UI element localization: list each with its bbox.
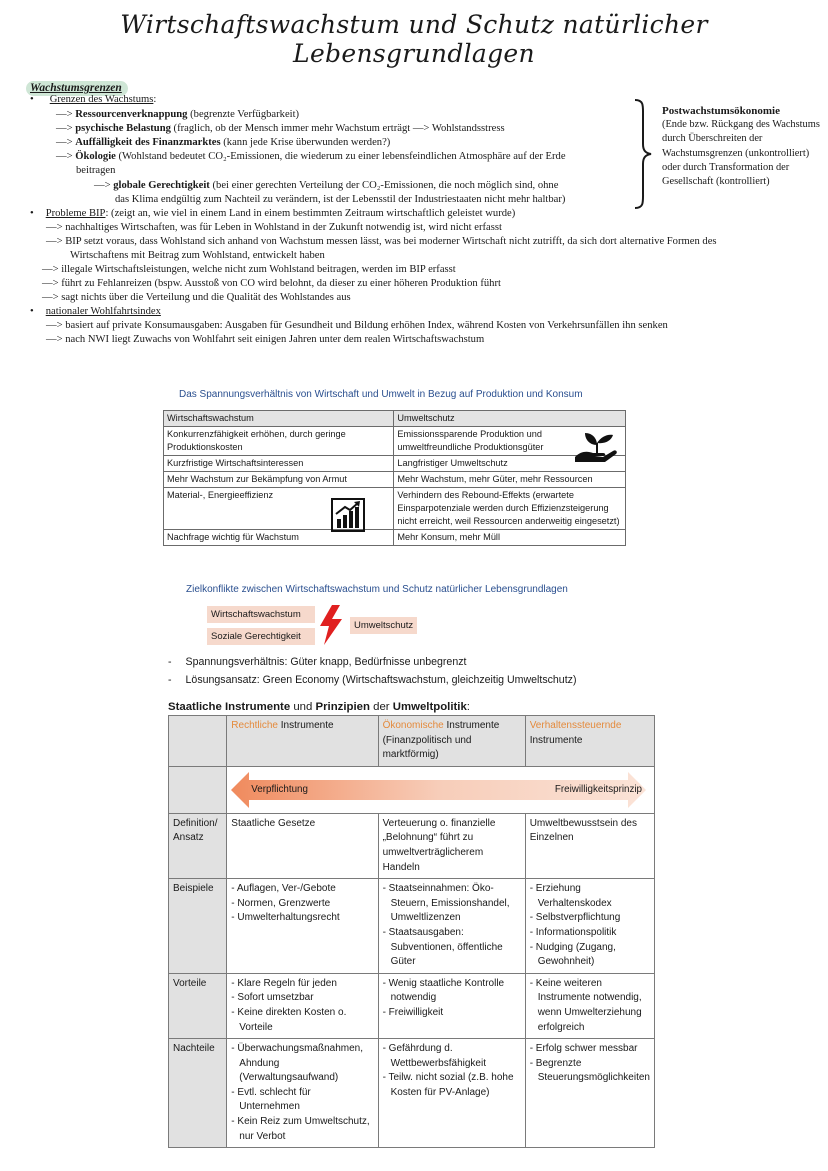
table-cell xyxy=(378,879,525,974)
list-item: - Nudging (Zugang, Gewohnheit) xyxy=(529,941,616,968)
table-row xyxy=(169,879,655,974)
lightning-icon xyxy=(318,604,344,646)
table-cell xyxy=(227,1039,378,1148)
list-item: - Erfolg schwer messbar xyxy=(529,1043,638,1055)
bip-item-3: —> illegale Wirtschaftsleistungen, welche nicht zum Wohlstand beitragen, werden im BIP erfasst xyxy=(42,264,456,275)
list-item: - Umwelterhaltungsrecht xyxy=(231,912,340,924)
postwachstum-box xyxy=(662,104,822,189)
table-row xyxy=(164,488,626,530)
grenzen-item-1: —> Ressourcenverknappung (begrenzte Verfügbarkeit) xyxy=(56,109,300,120)
grenzen-heading: • Grenzen des Wachstums: xyxy=(30,94,157,105)
row-label: Nachteile xyxy=(169,1039,227,1148)
table1-caption: Das Spannungsverhältnis von Wirtschaft und Umwelt in Bezug auf Produktion und Konsum xyxy=(179,389,583,400)
table-cell: Kurzfristige Wirtschaftsinteressen xyxy=(164,456,394,472)
table-cell xyxy=(169,766,227,813)
list-item: - Sofort umsetzbar xyxy=(231,992,314,1004)
list-item: - Staatseinnahmen: Öko-Steuern, Emissionshandel, Umweltlizenzen xyxy=(382,883,510,924)
grenzen-item-4: —> Ökologie (Wohlstand bedeutet CO₂-Emissionen, die wiederum zu einer lebensfeindlichen Atmosphäre auf der Erde xyxy=(56,151,566,162)
table-cell: Mehr Konsum, mehr Müll xyxy=(394,530,626,546)
table-cell: Verhindern des Rebound-Effekts (erwartete Einsparpotenziale werden durch Effizienzsteigerung nicht erreicht, weil Ressourcen anderweitig eingesetzt) xyxy=(394,488,626,530)
list-item: - Teilw. nicht sozial (z.B. hohe Kosten für PV-Anlage) xyxy=(382,1072,514,1098)
table-row xyxy=(169,813,655,878)
ziel-caption: Zielkonflikte zwischen Wirtschaftswachstum und Schutz natürlicher Lebensgrundlagen xyxy=(186,584,568,595)
curly-brace-icon xyxy=(632,98,654,210)
postwachstum-text: (Ende bzw. Rückgang des Wachstums durch Überschreiten der Wachstumsgrenzen (unkontrolliert) oder durch Transformation der Gesellschaft (kontrolliert) xyxy=(662,119,820,188)
list-item: - Staatsausgaben: Subventionen, öffentliche Güter xyxy=(382,926,503,968)
table-row xyxy=(169,973,655,1038)
nwi-item-1: —> basiert auf private Konsumausgaben: Ausgaben für Gesundheit und Bildung erhöhen Index, während Kosten von Verkehrsunfällen ihn senken xyxy=(46,320,668,331)
list-item: - Klare Regeln für jeden xyxy=(231,977,337,989)
table-cell xyxy=(227,973,378,1038)
table-header-cell: Rechtliche Instrumente xyxy=(227,716,378,767)
bip-item-2: —> BIP setzt voraus, dass Wohlstand sich anhand von Wachstum messen lässt, was bei moderner Wirtschaft nicht zutrifft, da sich dort alternative Formen des xyxy=(46,236,717,247)
table-cell xyxy=(525,1039,654,1148)
table-cell xyxy=(164,488,394,530)
ziel-bullet-2: - Lösungsansatz: Green Economy (Wirtschaftswachstum, gleichzeitig Umweltschutz) xyxy=(168,674,577,686)
table-cell: Mehr Wachstum zur Bekämpfung von Armut xyxy=(164,472,394,488)
bip-item-1: —> nachhaltiges Wirtschaften, was für Leben in Wohlstand in der Zukunft notwendig ist, wird nicht erfasst xyxy=(46,222,502,233)
arrow-label-right: Freiwilligkeitsprinzip xyxy=(554,783,642,795)
bip-heading: • Probleme BIP: (zeigt an, wie viel in einem Land in einem bestimmten Zeitraum wirtschaftlich geleistet wurde) xyxy=(30,208,516,219)
row-label: Vorteile xyxy=(169,973,227,1038)
arrow-label-left: Verpflichtung xyxy=(251,783,308,795)
gerechtigkeit-item: —> globale Gerechtigkeit (bei einer gerechten Verteilung der CO₂-Emissionen, die noch möglich sind, ohne xyxy=(94,180,559,191)
list-item: - Keine direkten Kosten o. Vorteile xyxy=(231,1006,347,1033)
list-item: - Überwachungsmaßnahmen, Ahndung (Verwaltungsaufwand) xyxy=(231,1043,364,1084)
row-label: Beispiele xyxy=(169,879,227,974)
list-item: - Freiwilligkeit xyxy=(382,1006,444,1018)
list-item: - Auflagen, Ver-/Gebote xyxy=(231,883,336,895)
spannung-table xyxy=(163,410,626,546)
list-item: - Keine weiteren Instrumente notwendig, wenn Umwelterziehung erfolgreich xyxy=(529,977,642,1033)
bip-item-4: —> führt zu Fehlanreizen (bspw. Ausstoß von CO wird belohnt, da dieser zu einer höheren Produktion führt xyxy=(42,278,501,289)
list-item: - Informationspolitik xyxy=(529,926,617,938)
table-row xyxy=(164,472,626,488)
postwachstum-heading: Postwachstumsökonomie xyxy=(662,105,780,117)
table-header-cell: Wirtschaftswachstum xyxy=(164,411,394,427)
grenzen-item-2: —> psychische Belastung (fraglich, ob der Mensch immer mehr Wachstum erträgt —> Wohlstandsstress xyxy=(56,123,505,134)
list-item: - Wenig staatliche Kontrolle notwendig xyxy=(382,977,505,1004)
table-cell: Konkurrenzfähigkeit erhöhen, durch geringe Produktionskosten xyxy=(164,427,394,456)
bip-item-2-cont: Wirtschaftens mit Beitrag zum Wohlstand, entwickelt haben xyxy=(70,250,325,261)
table-cell: Verteuerung o. finanzielle „Belohnung“ führt zu umweltverträglicherem Handeln xyxy=(378,813,525,878)
table1-container xyxy=(163,410,626,546)
table-cell: Staatliche Gesetze xyxy=(227,813,378,878)
table2-title: Staatliche Instrumente und Prinzipien der Umweltpolitik: xyxy=(168,701,470,713)
table-cell xyxy=(378,973,525,1038)
table-cell xyxy=(394,427,626,456)
list-item: - Erziehung Verhaltenskodex xyxy=(529,883,612,909)
ziel-bullet-1: - Spannungsverhältnis: Güter knapp, Bedürfnisse unbegrenzt xyxy=(168,656,467,668)
ziel-box-gerechtigkeit: Soziale Gerechtigkeit xyxy=(207,628,315,645)
bip-label: Probleme BIP xyxy=(45,208,106,219)
table2-container xyxy=(168,715,655,1148)
section-heading-label: Wachstumsgrenzen xyxy=(26,81,128,96)
table-header-row xyxy=(164,411,626,427)
list-item: - Evtl. schlecht für Unternehmen xyxy=(231,1086,311,1113)
table-header-cell xyxy=(169,716,227,767)
instrumente-table xyxy=(168,715,655,1148)
table-row xyxy=(164,427,626,456)
ziel-box-wachstum: Wirtschaftswachstum xyxy=(207,606,315,623)
table-cell-text: Emissionssparende Produktion und umweltfreundliche Produktionsgüter xyxy=(397,429,544,452)
list-item: - Normen, Grenzwerte xyxy=(231,897,331,909)
list-item: - Kein Reiz zum Umweltschutz, nur Verbot xyxy=(231,1116,370,1142)
page-title: Wirtschaftswachstum und Schutz natürlicher Lebensgrundlagen xyxy=(120,10,708,68)
arrow-row xyxy=(169,766,655,813)
nwi-heading: • nationaler Wohlfahrtsindex xyxy=(30,306,161,317)
bar-chart-growth-icon xyxy=(331,498,365,532)
table-header-cell: Ökonomische Instrumente (Finanzpolitisch und marktförmig) xyxy=(378,716,525,767)
bip-item-5: —> sagt nichts über die Verteilung und die Qualität des Wohlstandes aus xyxy=(42,292,351,303)
table-header-cell: Umweltschutz xyxy=(394,411,626,427)
grenzen-item-3: —> Auffälligkeit des Finanzmarktes (kann jede Krise überwunden werden?) xyxy=(56,137,391,148)
table-cell xyxy=(227,879,378,974)
table-row xyxy=(169,1039,655,1148)
table-cell-text: Material-, Energieeffizienz xyxy=(167,490,274,500)
nwi-label: nationaler Wohlfahrtsindex xyxy=(45,306,161,317)
grenzen-item-4-cont: beitragen xyxy=(76,165,116,176)
table-cell: Mehr Wachstum, mehr Güter, mehr Ressourcen xyxy=(394,472,626,488)
table-header-cell: Verhaltenssteuernde Instrumente xyxy=(525,716,654,767)
table-row xyxy=(164,456,626,472)
plant-hand-icon xyxy=(573,431,619,463)
grenzen-label: Grenzen des Wachstums xyxy=(49,94,154,105)
table-header-row xyxy=(169,716,655,767)
table-cell xyxy=(525,879,654,974)
table-row xyxy=(164,530,626,546)
ziel-box-umweltschutz: Umweltschutz xyxy=(350,617,417,634)
list-item: - Begrenzte Steuerungsmöglichkeiten xyxy=(529,1057,650,1084)
list-item: - Gefährdung d. Wettbewerbsfähigkeit xyxy=(382,1043,486,1069)
list-item: - Selbstverpflichtung xyxy=(529,912,621,924)
row-label: Definition/ Ansatz xyxy=(169,813,227,878)
nwi-item-2: —> nach NWI liegt Zuwachs von Wohlfahrt seit einigen Jahren unter dem realen Wirtschaftswachstum xyxy=(46,334,485,345)
table-cell: Langfristiger Umweltschutz xyxy=(394,456,626,472)
gerechtigkeit-cont: das Klima endgültig zum Nachteil zu verändern, ist der Lebensstil der Industriestaaten nicht mehr haltbar) xyxy=(115,194,566,205)
table-cell xyxy=(525,973,654,1038)
table-cell xyxy=(378,1039,525,1148)
table-cell: Umweltbewusstsein des Einzelnen xyxy=(525,813,654,878)
table-cell: Nachfrage wichtig für Wachstum xyxy=(164,530,394,546)
principle-arrow-cell xyxy=(227,766,655,813)
